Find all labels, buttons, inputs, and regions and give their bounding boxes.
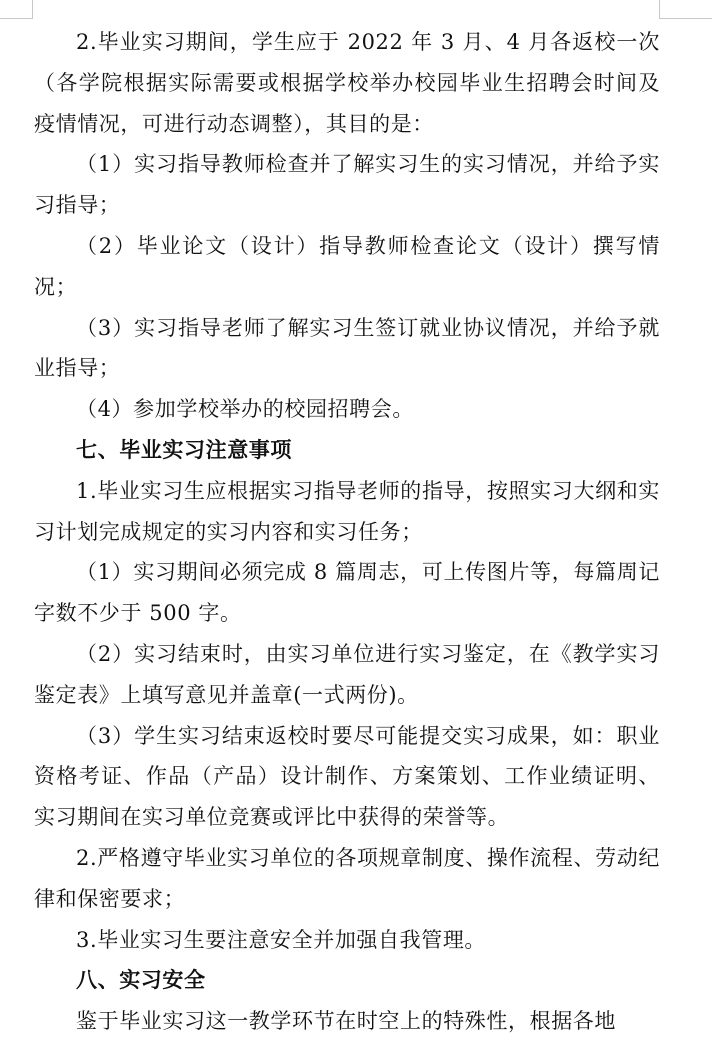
paragraph-safety-management: 3.毕业实习生要注意安全并加强自我管理。 bbox=[76, 927, 487, 952]
list-item-2: （2）毕业论文（设计）指导教师检查论文（设计）撰写情况； bbox=[34, 233, 660, 299]
section-heading-7: 七、毕业实习注意事项 bbox=[76, 437, 292, 462]
list-item-appraisal: （2）实习结束时，由实习单位进行实习鉴定，在《教学实习鉴定表》上填写意见并盖章(一式两份)。 bbox=[34, 641, 660, 707]
list-item-3: （3）实习指导老师了解实习生签订就业协议情况，并给予就业指导； bbox=[34, 315, 660, 381]
crop-mark-top-left bbox=[0, 0, 33, 19]
list-item-4: （4）参加学校举办的校园招聘会。 bbox=[76, 397, 414, 422]
paragraph-return-to-school: 2.毕业实习期间，学生应于 2022 年 3 月、4 月各返校一次（各学院根据实际需要或根据学校举办校园毕业生招聘会时间及疫情情况，可进行动态调整），其目的是： bbox=[34, 30, 660, 136]
list-item-1: （1）实习指导教师检查并了解实习生的实习情况，并给予实习指导； bbox=[34, 152, 660, 218]
list-item-results: （3）学生实习结束返校时要尽可能提交实习成果，如：职业资格考证、作品（产品）设计制作、方案策划、工作业绩证明、实习期间在实习单位竞赛或评比中获得的荣誉等。 bbox=[34, 723, 660, 830]
list-item-weekly-log: （1）实习期间必须完成 8 篇周志，可上传图片等，每篇周记字数不少于 500 字。 bbox=[34, 560, 660, 626]
paragraph-rules: 2.严格遵守毕业实习单位的各项规章制度、操作流程、劳动纪律和保密要求； bbox=[34, 845, 660, 911]
document-body bbox=[34, 22, 660, 1042]
crop-mark-top-right bbox=[659, 0, 712, 19]
section-heading-8: 八、实习安全 bbox=[76, 968, 206, 993]
paragraph-safety-intro: 鉴于毕业实习这一教学环节在时空上的特殊性，根据各地 bbox=[76, 1009, 616, 1034]
paragraph-guidance: 1.毕业实习生应根据实习指导老师的指导，按照实习大纲和实习计划完成规定的实习内容和实习任务； bbox=[34, 478, 660, 544]
